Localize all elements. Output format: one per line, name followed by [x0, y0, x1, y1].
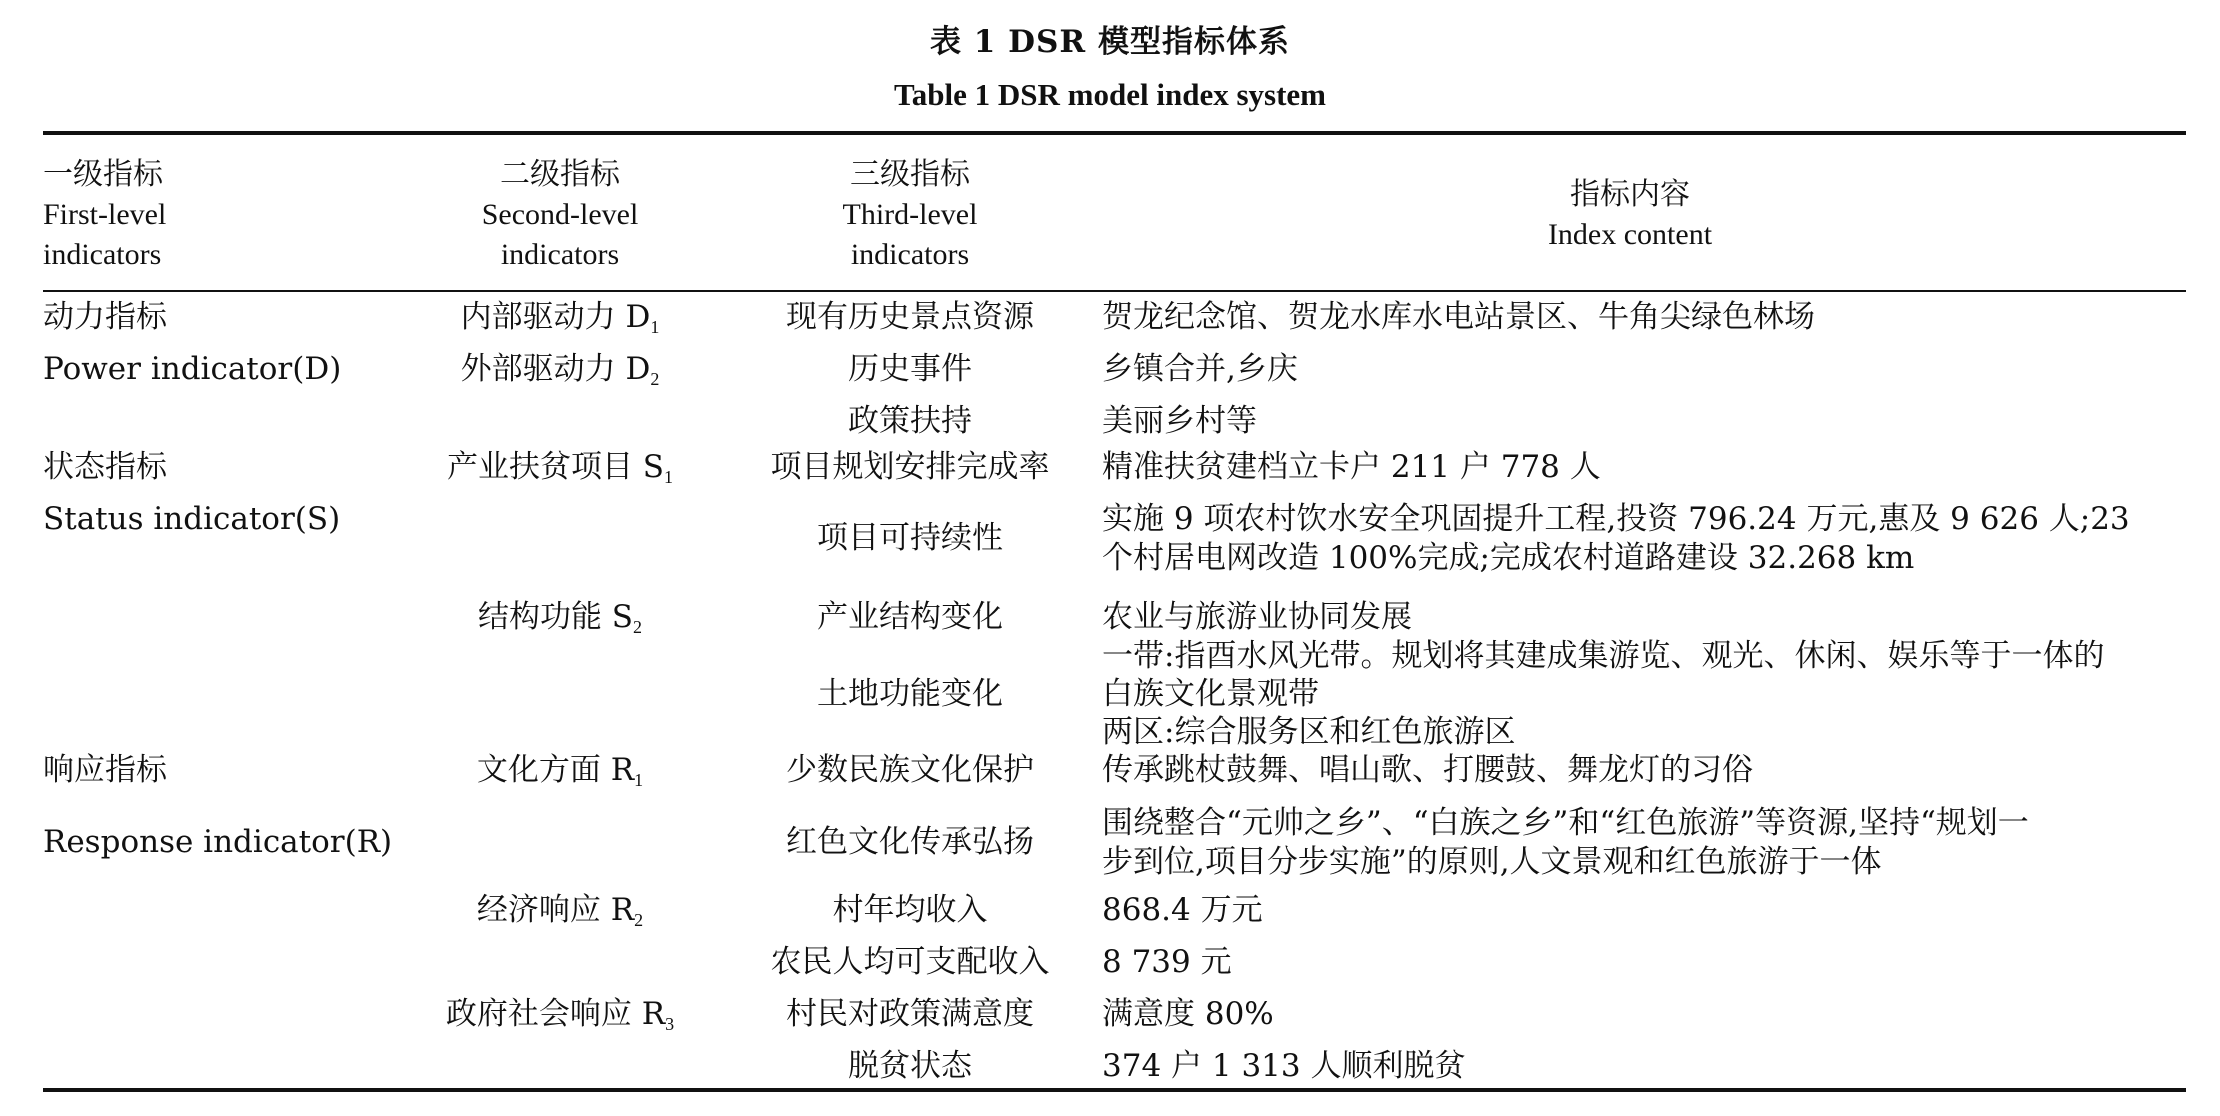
second-level-s1-sub: 1: [664, 467, 674, 487]
third-level-cell: 农民人均可支配收入: [770, 944, 1050, 980]
second-level-s2-sub: 2: [633, 617, 643, 637]
header-index-content-en: Index content: [1547, 218, 1713, 251]
header-second-level-en2: indicators: [500, 238, 620, 271]
second-level-r2-sub: 2: [634, 910, 644, 930]
index-content-line: 白族文化景观带: [1102, 676, 1319, 712]
index-content-cell: 868.4 万元: [1102, 892, 1263, 928]
second-level-r2: [400, 890, 720, 930]
header-first-level-en2: indicators: [43, 238, 162, 271]
first-level-s-cn: 状态指标: [43, 449, 167, 485]
index-content-cell: 8 739 元: [1102, 944, 1232, 980]
index-content-line: 一带:指酉水风光带。规划将其建成集游览、观光、休闲、娱乐等于一体的: [1102, 638, 2105, 674]
second-level-r3-sub: 3: [665, 1014, 675, 1034]
index-content-line: 步到位,项目分步实施”的原则,人文景观和红色旅游于一体: [1102, 844, 1882, 880]
bottom-rule: [43, 1088, 2186, 1092]
third-level-cell: 村民对政策满意度: [786, 996, 1034, 1032]
second-level-r3-text: 政府社会响应 R: [445, 996, 666, 1032]
index-content-cell: 乡镇合并,乡庆: [1102, 351, 1298, 387]
index-content-line: 围绕整合“元帅之乡”、“白族之乡”和“红色旅游”等资源,坚持“规划一: [1102, 805, 2029, 841]
second-level-s2-text: 结构功能 S: [477, 599, 634, 635]
index-content-cell: 精准扶贫建档立卡户 211 户 778 人: [1102, 449, 1601, 485]
second-level-d1-text: 内部驱动力 D: [460, 299, 651, 335]
index-content-cell: 贺龙纪念馆、贺龙水库水电站景区、牛角尖绿色林场: [1102, 299, 1815, 335]
second-level-r1: [400, 750, 720, 790]
table-title-english: Table 1 DSR model index system: [893, 77, 1327, 112]
first-level-r-en: Response indicator(R): [43, 824, 393, 860]
index-content-cell: 374 户 1 313 人顺利脱贫: [1102, 1048, 1466, 1084]
header-first-level-cn: 一级指标: [43, 157, 163, 192]
second-level-r2-text: 经济响应 R: [476, 892, 635, 928]
second-level-d1-sub: 1: [650, 317, 660, 337]
header-second-level-cn: 二级指标: [500, 157, 620, 192]
header-first-level: [43, 155, 166, 275]
header-third-level-en2: indicators: [850, 238, 970, 271]
third-level-cell: 政策扶持: [848, 403, 972, 439]
header-third-level-en1: Third-level: [842, 198, 978, 231]
header-rule: [43, 290, 2186, 292]
third-level-cell: 历史事件: [848, 351, 972, 387]
first-level-d-en: Power indicator(D): [43, 351, 342, 387]
index-content-cell: 传承跳杖鼓舞、唱山歌、打腰鼓、舞龙灯的习俗: [1102, 752, 1753, 788]
index-content-cell: 农业与旅游业协同发展: [1102, 599, 1412, 635]
second-level-d2: [400, 349, 720, 389]
header-third-level-cn: 三级指标: [850, 157, 970, 192]
header-index-content: [1450, 175, 1810, 255]
first-level-r-cn: 响应指标: [43, 752, 167, 788]
index-content-line: 两区:综合服务区和红色旅游区: [1102, 714, 1516, 750]
second-level-r1-text: 文化方面 R: [476, 752, 635, 788]
index-content-line: 个村居电网改造 100%完成;完成农村道路建设 32.268 km: [1102, 540, 1915, 576]
second-level-s2: [400, 597, 720, 637]
index-content-cell: 满意度 80%: [1102, 996, 1274, 1032]
second-level-r1-sub: 1: [634, 770, 644, 790]
second-level-d2-sub: 2: [650, 369, 660, 389]
header-third-level: [800, 155, 1020, 275]
index-content-line: 实施 9 项农村饮水安全巩固提升工程,投资 796.24 万元,惠及 9 626 人;23: [1102, 501, 2130, 537]
second-level-s1: [400, 447, 720, 487]
table-title-chinese: 表 1 DSR 模型指标体系: [930, 24, 1290, 60]
third-level-cell: 土地功能变化: [817, 676, 1003, 712]
third-level-cell: 项目规划安排完成率: [770, 449, 1050, 485]
header-second-level-en1: Second-level: [481, 198, 639, 231]
second-level-d2-text: 外部驱动力 D: [460, 351, 651, 387]
third-level-cell: 项目可持续性: [817, 520, 1003, 556]
second-level-d1: [400, 297, 720, 337]
second-level-r3: [400, 994, 720, 1034]
first-level-d-cn: 动力指标: [43, 299, 167, 335]
header-index-content-cn: 指标内容: [1570, 177, 1690, 212]
header-first-level-en1: First-level: [43, 198, 167, 231]
third-level-cell: 产业结构变化: [817, 599, 1003, 635]
third-level-cell: 村年均收入: [832, 892, 988, 928]
top-rule: [43, 131, 2186, 135]
second-level-s1-text: 产业扶贫项目 S: [446, 449, 665, 485]
first-level-s-en: Status indicator(S): [43, 501, 341, 537]
header-second-level: [450, 155, 670, 275]
third-level-cell: 脱贫状态: [848, 1048, 972, 1084]
third-level-cell: 现有历史景点资源: [786, 299, 1034, 335]
index-content-cell: 美丽乡村等: [1102, 403, 1257, 439]
third-level-cell: 红色文化传承弘扬: [786, 824, 1034, 860]
third-level-cell: 少数民族文化保护: [786, 752, 1034, 788]
